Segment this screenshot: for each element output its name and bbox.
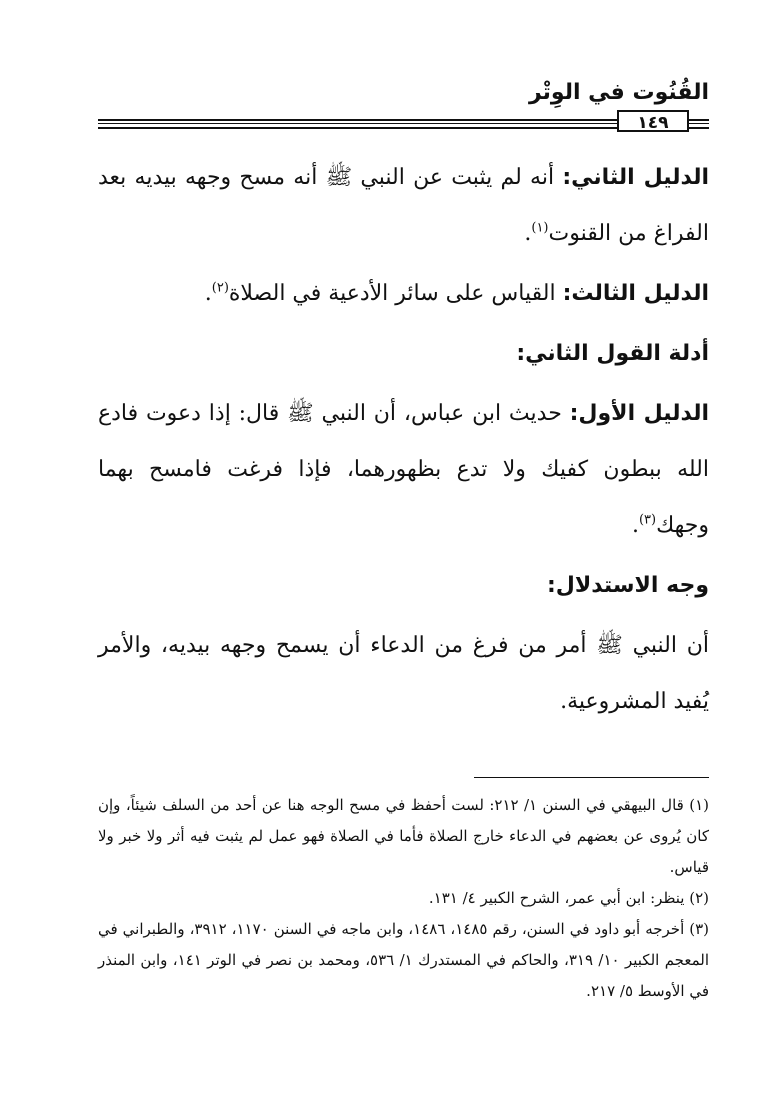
footnote-ref[interactable]: (١)	[531, 220, 549, 236]
paragraph-end: .	[631, 513, 639, 538]
paragraph-end: .	[524, 221, 532, 246]
section-heading-second-view: أدلة القول الثاني:	[516, 341, 709, 366]
paragraph-second-evidence	[98, 150, 709, 262]
page-number: ١٤٩	[617, 110, 689, 132]
footnote-3: (٣) أخرجه أبو داود في السنن، رقم ١٤٨٥، ١٤٨٦، وابن ماجه في السنن ١١٧٠، ٣٩١٢، والطبراني في المعجم الكبير ١٠/ ٣١٩، والحاكم في المستدرك ١/ ٥٣٦، ومحمد بن نصر في الوتر ١٤١، وابن المنذر في الأوسط ٥/ ٢١٧.	[98, 920, 710, 1000]
paragraph-lead: الدليل الأول:	[569, 401, 709, 426]
paragraph-first-evidence	[98, 386, 709, 554]
paragraph-lead: الدليل الثالث:	[562, 281, 709, 306]
footnote-ref[interactable]: (٣)	[638, 512, 657, 528]
paragraph-text: القياس على سائر الأدعية في الصلاة	[228, 281, 563, 306]
paragraph-lead: الدليل الثاني:	[562, 165, 710, 190]
header-rule	[98, 113, 709, 133]
paragraph-end: .	[204, 281, 212, 306]
main-text	[98, 150, 709, 730]
running-title: القُنُوت في الوِتْر	[528, 80, 709, 105]
footnote-separator	[474, 777, 709, 778]
footnote-ref[interactable]: (٢)	[211, 280, 229, 296]
footnote-1: (١) قال البيهقي في السنن ١/ ٢١٢: لست أحفظ في مسح الوجه هنا عن أحد من السلف شيئاً، وإن كان يُروى عن بعضهم في الدعاء خارج الصلاة فأما في الصلاة فهو عمل لم يثبت فيه أثر ولا خبر ولا قياس.	[98, 796, 709, 876]
paragraph-text: أنه لم يثبت عن النبي ﷺ أنه مسح وجهه بيديه بعد الفراغ من القنوت	[98, 165, 709, 246]
footnote-2: (٢) ينظر: ابن أبي عمر، الشرح الكبير ٤/ ١٣١.	[428, 889, 709, 907]
paragraph-inference: أن النبي ﷺ أمر من فرغ من الدعاء أن يسمح وجهه بيديه، والأمر يُفيد المشروعية.	[98, 633, 709, 714]
paragraph-text: حديث ابن عباس، أن النبي ﷺ قال: إذا دعوت فادع الله ببطون كفيك ولا تدع بظهورهما، فإذا فرغت فامسح بهما وجهك	[98, 401, 709, 538]
section-heading-inference: وجه الاستدلال:	[546, 573, 709, 598]
paragraph-third-evidence	[98, 266, 709, 322]
footnotes	[98, 790, 709, 1007]
